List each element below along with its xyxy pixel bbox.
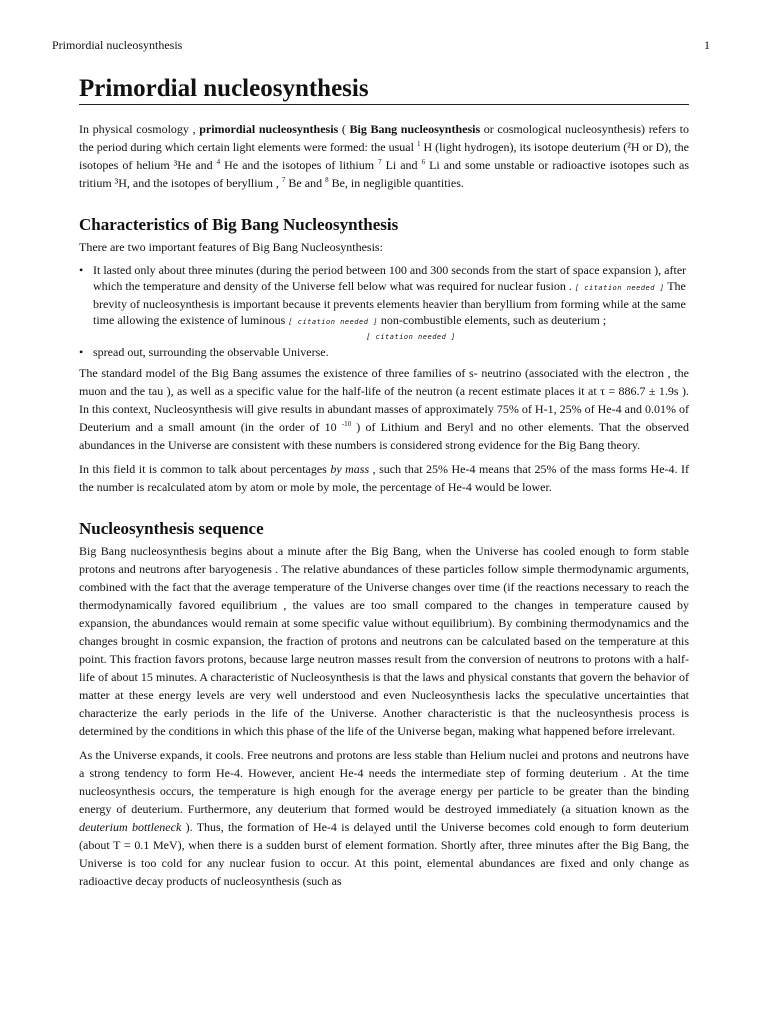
superscript: 1 — [416, 140, 421, 148]
list-item-text: non-combustible elements, such as deuterium ; — [377, 313, 607, 327]
paragraph-text: , such that 25% He-4 means that 25% of the mass forms He-4. If the number is recalculated atom by atom or mole by mole, the percentage of He-4 would be lower. — [79, 462, 689, 494]
intro-text: Be and — [285, 176, 326, 190]
intro-text: ( — [338, 122, 350, 136]
features-list — [79, 262, 689, 360]
paragraph-text: As the Universe expands, it cools. Free neutrons and protons are less stable than Helium nuclei and protons and neutrons have a strong tendency to form He-4. However, ancient He-4 needs the intermediate step of forming deuterium . At the time nucleosynthesis occurs, the temperature is high enough for the average energy per particle to be greater than the binding energy of deuterium. Furthermore, any deuterium that formed would be destroyed immediately (a situation known as the — [79, 748, 689, 816]
intro-text: Be, in negligible quantities. — [328, 176, 464, 190]
superscript: 8 — [325, 176, 329, 184]
superscript: 4 — [216, 158, 221, 166]
intro-text: In physical cosmology , — [79, 122, 200, 136]
citation-needed-tag[interactable]: [ citation needed ] — [366, 333, 456, 341]
sequence-paragraph-2 — [79, 746, 689, 890]
citation-needed-tag[interactable]: [ citation needed ] — [574, 284, 665, 292]
superscript: 7 — [281, 176, 286, 184]
superscript: 6 — [421, 158, 426, 166]
list-item — [79, 344, 689, 360]
list-item-text: The brevity of nucleosynthesis is important because it prevents elements heavier than beryllium from forming while at the same time allowing the existence of luminous — [93, 279, 686, 327]
term-primordial-nucleosynthesis: primordial nucleosynthesis — [199, 122, 339, 136]
paragraph-text: In this field it is common to talk about percentages — [79, 462, 331, 476]
citation-needed-tag[interactable]: [ citation needed ] — [288, 318, 378, 326]
emphasis-deuterium-bottleneck: deuterium bottleneck — [79, 820, 182, 834]
percentages-paragraph — [79, 460, 689, 496]
standard-model-paragraph — [79, 364, 689, 454]
intro-text: or cosmological nucleosynthesis) refers to the period during which certain light elements were formed: the usual — [79, 122, 689, 154]
page-title: Primordial nucleosynthesis — [79, 74, 689, 105]
page-number: 1 — [704, 38, 710, 52]
intro-text: H (light hydrogen), its isotope deuterium (²H or D), the isotopes of helium ³He and — [79, 140, 689, 172]
emphasis-by-mass: by mass — [330, 462, 370, 476]
superscript: -10 — [341, 420, 352, 428]
intro-text: Li and — [381, 158, 422, 172]
paragraph-text: The standard model of the Big Bang assumes the existence of three families of s- neutrino (associated with the electron , the muon and the tau ), as well as a specific value for the half-life of the neutron (a recent estimate places it at τ = 886.7 ± 1.9s ). In this context, Nucleosynthesis will give results in abundant masses of approximately 75% of H-1, 25% of He-4 and 0.01% of Deuterium and a small amount (in the order of 10 — [79, 366, 689, 434]
intro-paragraph — [79, 120, 689, 192]
superscript: 7 — [378, 158, 382, 166]
running-header — [52, 38, 710, 53]
intro-text: Li and some unstable or radioactive isotopes such as tritium ³H, and the isotopes of beryllium , — [79, 158, 689, 190]
paragraph-text: ) of Lithium and Beryl and no other elements. That the observed abundances in the Universe are consistent with these numbers is considered strong evidence for the Big Bang theory. — [79, 420, 690, 452]
sequence-paragraph-1: Big Bang nucleosynthesis begins about a minute after the Big Bang, when the Universe has cooled enough to form stable protons and neutrons after baryogenesis . The relative abundances of these particles follow simple thermodynamic arguments, combined with the fact that the average temperature of the Universe changes over time (if the reactions necessary to reach the thermodynamically favored equilibrium , the values are too small compared to the changes in temperature caused by expansion, the abundances would remain at some specific value without equilibrium). By combining thermodynamics and the changes brought in cosmic expansion, the fraction of protons and neutrons can be calculated based on the temperature at this point. This fraction favors protons, because large neutron masses result from the conversion of neutrons to protons with a half-life of about 15 minutes. A characteristic of Nucleosynthesis is that the laws and physical constants that govern the behavior of matter at these energy levels are very well understood and even Nucleosynthesis lacks the speculative uncertainties that characterize the early periods in the life of the Universe. Another characteristic is that the nucleosynthesis process is determined by the conditions in which this phase of the life of the Universe began, making what happened before irrelevant. — [79, 544, 689, 738]
bullet-icon: • — [79, 263, 84, 277]
section-lead: There are two important features of Big Bang Nucleosynthesis: — [79, 240, 383, 254]
list-item-text: It lasted only about three minutes (during the period between 100 and 300 seconds from the start of space expansion ), after which the temperature and density of the Universe fell below what was required for nuclear fusion . — [93, 263, 687, 293]
term-big-bang-nucleosynthesis: Big Bang nucleosynthesis — [349, 122, 481, 136]
intro-text: He and the isotopes of lithium — [220, 158, 379, 172]
section-heading-characteristics: Characteristics of Big Bang Nucleosynthesis — [79, 215, 399, 234]
paragraph-text: ). Thus, the formation of He-4 is delayed until the Universe becomes cold enough to form deuterium (about T = 0.1 MeV), when there is a sudden burst of element formation. Shortly after, three minutes after the Big Bang, the Universe is too cold for any nuclear fusion to occur. At this point, elemental abundances are fixed and only change as radioactive decay products of nucleosynthesis (such as — [79, 820, 689, 888]
section-heading-sequence: Nucleosynthesis sequence — [79, 519, 264, 538]
bullet-icon: • — [79, 345, 84, 359]
running-header-title: Primordial nucleosynthesis — [52, 38, 183, 52]
list-item — [79, 262, 689, 342]
list-item-text: spread out, surrounding the observable Universe. — [93, 345, 329, 359]
article-body — [79, 120, 689, 896]
